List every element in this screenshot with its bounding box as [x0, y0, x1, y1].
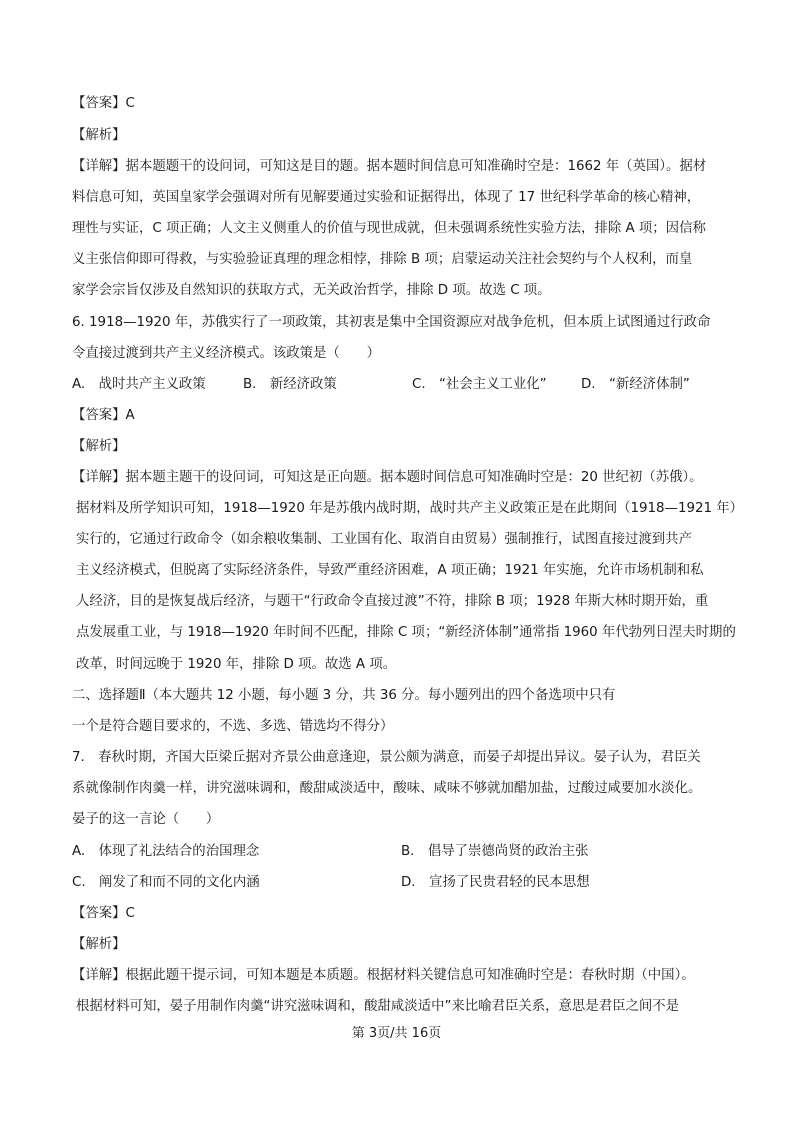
- section2-line-2: 一个是符合题目要求的，不选、多选、错选均不得分）: [72, 719, 394, 734]
- q6-option-d: D. “新经济体制”: [581, 377, 690, 392]
- q7-analysis-label: 【解析】: [72, 937, 126, 952]
- q7-detail-line-1: 【详解】根据此题干提示词，可知本题是本质题。根据材料关键信息可知准确时空是：春秋时期（中国）。: [72, 968, 695, 983]
- q5-detail-line-3: 理性与实证，C 项正确；人文主义侧重人的价值与现世成就，但未强调系统性实验方法，排除 A 项；因信称: [72, 221, 706, 236]
- q5-detail-line-4: 义主张信仰即可得救，与实验验证真理的理念相悖，排除 B 项；启蒙运动关注社会契约与个人权利，而皇: [72, 252, 693, 267]
- q7-option-c: C. 阐发了和而不同的文化内涵: [72, 875, 260, 890]
- q7-stem-line-1: 7. 春秋时期，齐国大臣梁丘据对齐景公曲意逢迎，景公颇为满意，而晏子却提出异议。晏子认为，君臣关: [72, 750, 701, 765]
- q6-answer: 【答案】A: [72, 408, 135, 423]
- q7-stem-line-2: 系就像制作肉羹一样，讲究滋味调和，酸甜咸淡适中，酸味、咸味不够就加醋加盐，过酸过咸要加水淡化。: [72, 781, 702, 796]
- q6-option-a: A. 战时共产主义政策: [72, 377, 206, 392]
- q7-option-a: A. 体现了礼法结合的治国理念: [72, 844, 260, 859]
- q6-detail-line-6: 点发展重工业，与 1918—1920 年时间不匹配，排除 C 项；“新经济体制”通常指 1960 年代勃列日涅夫时期的: [76, 625, 736, 640]
- q5-detail-line-5: 家学会宗旨仅涉及自然知识的获取方式，无关政治哲学，排除 D 项。故选 C 项。: [72, 283, 551, 298]
- q7-stem-line-3: 晏子的这一言论（ ）: [72, 812, 220, 827]
- q5-analysis-label: 【解析】: [72, 128, 126, 143]
- q5-detail-line-1: 【详解】据本题题干的设问词，可知这是目的题。据本题时间信息可知准确时空是：1662 年（英国）。据材: [72, 159, 707, 174]
- q5-detail-line-2: 料信息可知，英国皇家学会强调对所有见解要通过实验和证据得出，体现了 17 世纪科学革命的核心精神，: [72, 190, 701, 205]
- q6-detail-line-4: 主义经济模式，但脱离了实际经济条件，导致严重经济困难，A 项正确；1921 年实施，允许市场机制和私: [76, 563, 704, 578]
- q7-option-d: D. 宣扬了民贵君轻的民本思想: [401, 875, 590, 890]
- q6-option-c: C. “社会主义工业化”: [412, 377, 547, 392]
- q6-analysis-label: 【解析】: [72, 439, 126, 454]
- q6-stem-line-1: 6. 1918—1920 年，苏俄实行了一项政策，其初衷是集中全国资源应对战争危机，但本质上试图通过行政命: [72, 315, 711, 330]
- page-number-footer: 第 3页/共 16页: [351, 1026, 442, 1041]
- q6-detail-line-1: 【详解】据本题主题干的设问词，可知这是正向题。据本题时间信息可知准确时空是：20 世纪初（苏俄）。: [72, 470, 703, 485]
- q6-detail-line-7: 改革，时间远晚于 1920 年，排除 D 项。故选 A 项。: [76, 657, 397, 672]
- q6-detail-line-3: 实行的，它通过行政命令（如余粮收集制、工业国有化、取消自由贸易）强制推行，试图直接过渡到共产: [76, 532, 692, 547]
- q6-option-b: B. 新经济政策: [243, 377, 337, 392]
- q5-answer: 【答案】C: [72, 96, 135, 111]
- section2-line-1: 二、选择题Ⅱ（本大题共 12 小题，每小题 3 分，共 36 分。每小题列出的四个备选项中只有: [72, 688, 616, 703]
- q7-option-b: B. 倡导了崇德尚贤的政治主张: [401, 844, 589, 859]
- q6-detail-line-5: 人经济，目的是恢复战后经济，与题干“行政命令直接过渡”不符，排除 B 项；1928 年斯大林时期开始，重: [76, 594, 709, 609]
- q7-detail-line-2: 根据材料可知，晏子用制作肉羹“讲究滋味调和，酸甜咸淡适中”来比喻君臣关系，意思是君臣之间不是: [76, 999, 680, 1014]
- q7-answer: 【答案】C: [72, 906, 135, 921]
- q6-stem-line-2: 令直接过渡到共产主义经济模式。该政策是（ ）: [72, 346, 380, 361]
- q6-detail-line-2: 据材料及所学知识可知，1918—1920 年是苏俄内战时期，战时共产主义政策正是在此期间（1918—1921 年）: [76, 501, 744, 516]
